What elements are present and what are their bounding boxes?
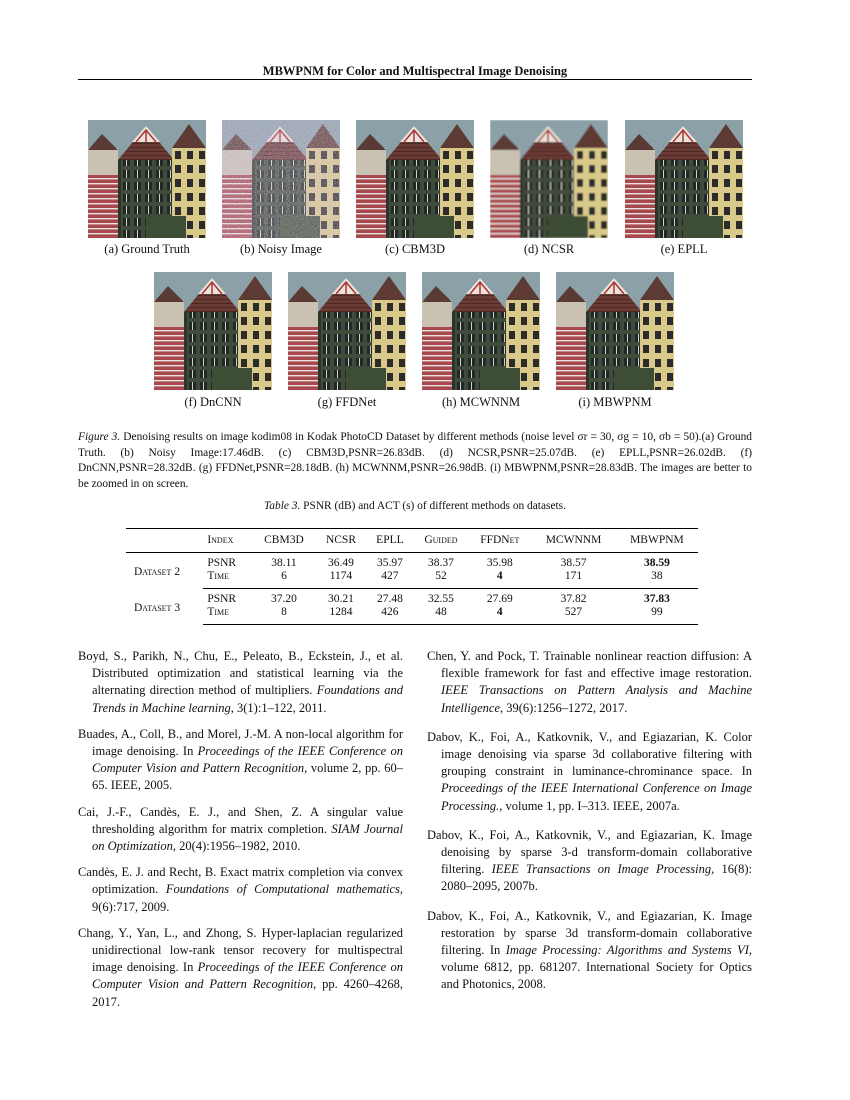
cbm3d-image <box>356 120 474 238</box>
figure-caption <box>78 430 752 492</box>
references-left-column <box>78 648 403 1011</box>
table-header-mcwnnm: MCWNNM <box>531 529 616 553</box>
table-cell-best <box>468 606 531 625</box>
table-row <box>126 589 698 607</box>
table-cell: 171 <box>531 570 616 589</box>
figure-panel-mcwnnm <box>422 272 540 390</box>
ffdnet-image <box>288 272 406 390</box>
best-value: 4 <box>496 606 503 618</box>
mbwpnm-image <box>556 272 674 390</box>
table-cell: 32.55 <box>428 593 454 605</box>
table-caption-lead: Table 3. <box>264 500 301 512</box>
table-cell: 1284 <box>316 606 367 625</box>
ref-text: Cai, J.-F., Candès, E. J., and Shen, Z. A singular value thresholding algorithm for matrix completion. <box>78 804 403 836</box>
figure-panel-ground-truth <box>88 120 206 238</box>
ref-venue: IEEE Transactions on Image Processing <box>491 862 712 877</box>
table-cell: 48 <box>414 606 469 625</box>
figure-panel-cbm3d <box>356 120 474 238</box>
ref-text: Dabov, K., Foi, A., Katkovnik, V., and Egiazarian, K. Image restoration by sparse 3d transform-domain collaborative filtering. In <box>427 908 752 958</box>
table-cell: 27.48 <box>376 593 403 605</box>
table-cell-best <box>616 589 698 607</box>
dataset-3-label: Dataset 3 <box>134 602 181 614</box>
caption-cbm3d: (c) CBM3D <box>384 242 446 256</box>
ref-venue: Image Processing: Algorithms and Systems VI <box>505 943 749 958</box>
ref-venue: Foundations and Trends in Machine learning <box>92 683 403 715</box>
table-cell: 1174 <box>316 570 367 589</box>
reference-entry <box>78 648 403 717</box>
ref-details: , volume 6812, pp. 681207. International Society for Optics and Photonics, 2008. <box>441 943 752 992</box>
figure-panel-mbwpnm <box>556 272 674 390</box>
table-header-blank <box>126 529 203 553</box>
table-cell: 6 <box>252 570 315 589</box>
ref-details: , 9(6):717, 2009. <box>92 882 403 914</box>
figure-panel-dncnn <box>154 272 272 390</box>
reference-entry <box>427 729 752 815</box>
table-row <box>126 606 698 625</box>
ref-venue: Proceedings of the IEEE Conference on Computer Vision and Pattern Recognition <box>92 960 403 992</box>
reference-entry <box>427 827 752 896</box>
epll-image <box>625 120 743 238</box>
ref-venue: Proceedings of the IEEE International Conference on Image Processing. <box>441 781 752 813</box>
ref-details: , 39(6):1256–1272, 2017. <box>500 700 628 715</box>
ref-details: , 3(1):1–122, 2011. <box>230 700 327 715</box>
reference-entry <box>78 804 403 856</box>
ref-text: Boyd, S., Parikh, N., Chu, E., Peleato, B., Eckstein, J., et al. Distributed optimization and statistical learning via the alternating direction method of multipliers. <box>78 649 403 698</box>
best-value: 37.83 <box>643 593 670 605</box>
table-cell: 427 <box>366 570 413 589</box>
metric-label: Time <box>203 570 252 589</box>
table-row <box>126 553 698 571</box>
ref-details: , volume 2, pp. 60–65. IEEE, 2005. <box>92 761 403 793</box>
noisy-image <box>222 120 340 238</box>
figure-caption-body: Denoising results on image kodim08 in Kodak PhotoCD Dataset by different methods (noise level σr = 30, σg = 10, σb = 50).(a) Ground Truth. (b) Noisy Image:17.46dB. (c) CBM3D,PSNR=26.83dB. (d) NCSR,PSNR=25.07dB. (e) EPLL,PSNR=26.02dB. (f) DnCNN,PSNR=28.32dB. (g) FFDNet,PSNR=28.18dB. (h) MCWNNM,PSNR=26.98dB. (i) MBWPNM,PSNR=28.83dB. The images are better to be zoomed in on screen. <box>78 431 752 490</box>
table-cell-best <box>468 570 531 589</box>
ref-venue: Foundations of Computational mathematics <box>165 882 400 897</box>
metric-label: PSNR <box>207 557 237 569</box>
table-cell: 38.11 <box>271 557 297 569</box>
caption-epll: (e) EPLL <box>660 242 708 256</box>
references-right-column <box>427 648 752 994</box>
ref-text: Chang, Y., Yan, L., and Zhong, S. Hyper-laplacian regularized unidirectional low-rank tensor recovery for multispectral image denoising. In <box>78 925 403 975</box>
figure-panel-epll <box>625 120 743 238</box>
caption-mcwnnm: (h) MCWNNM <box>441 395 521 409</box>
table-cell: 52 <box>414 570 469 589</box>
caption-noisy-image: (b) Noisy Image <box>240 242 322 256</box>
reference-entry <box>78 925 403 1011</box>
figure-panel-ncsr <box>490 120 608 238</box>
ref-venue: SIAM Journal on Optimization <box>92 821 403 854</box>
reference-entry <box>78 864 403 916</box>
ref-text: Dabov, K., Foi, A., Katkovnik, V., and Egiazarian, K. Color image denoising via sparse 3d collaborative filtering with grouping constraint in luminance-chrominance space. In <box>427 729 752 779</box>
table-cell: 37.20 <box>271 593 297 605</box>
metric-label: PSNR <box>207 593 237 605</box>
table-caption <box>78 500 752 512</box>
figure-caption-lead: Figure 3. <box>78 431 121 443</box>
table-header-epll: EPLL <box>366 529 413 553</box>
table-row <box>126 570 698 589</box>
table-cell: 426 <box>366 606 413 625</box>
ref-venue: Proceedings of the IEEE Conference on Computer Vision and Pattern Recognition <box>92 744 403 776</box>
table-cell: 38.37 <box>428 557 454 569</box>
table-cell: 30.21 <box>328 593 354 605</box>
table-cell: 27.69 <box>486 593 513 605</box>
ref-text: Candès, E. J. and Recht, B. Exact matrix completion via convex optimization. <box>78 865 403 897</box>
ground-truth-image <box>88 120 206 238</box>
ncsr-image <box>490 120 608 238</box>
ref-details: , pp. 4260–4268, 2017. <box>92 977 403 1009</box>
figure-panel-noisy-image <box>222 120 340 238</box>
mcwnnm-image <box>422 272 540 390</box>
reference-entry <box>427 908 752 994</box>
results-table <box>126 528 698 625</box>
table-header-guided: Guided <box>414 529 469 553</box>
table-cell: 8 <box>252 606 315 625</box>
ref-text: Buades, A., Coll, B., and Morel, J.-M. A non-local algorithm for image denoising. In <box>78 726 403 759</box>
dncnn-image <box>154 272 272 390</box>
running-title: MBWPNM for Color and Multispectral Image Denoising <box>262 64 568 78</box>
caption-ground-truth: (a) Ground Truth <box>104 242 190 256</box>
table-cell: 36.49 <box>328 557 354 569</box>
caption-ffdnet: (g) FFDNet <box>317 395 377 409</box>
table-cell: 35.98 <box>486 557 513 569</box>
table-cell: 527 <box>531 606 616 625</box>
reference-entry <box>427 648 752 717</box>
table-cell: 37.82 <box>560 593 587 605</box>
table-header-row <box>126 529 698 553</box>
table-cell: 99 <box>616 606 698 625</box>
best-value: 4 <box>496 570 503 582</box>
table-header-cbm3d: CBM3D <box>252 529 315 553</box>
dataset-2-label: Dataset 2 <box>134 566 181 579</box>
table-cell: 38 <box>616 570 698 589</box>
ref-text: Dabov, K., Foi, A., Katkovnik, V., and Egiazarian, K. Image denoising by sparse 3-d transform-domain collaborative filtering. <box>427 827 752 877</box>
caption-ncsr: (d) NCSR <box>523 242 575 256</box>
ref-text: Chen, Y. and Pock, T. Trainable nonlinear reaction diffusion: A flexible framework for fast and effective image restoration. <box>427 649 752 681</box>
ref-details: , 20(4):1956–1982, 2010. <box>172 839 301 854</box>
table-cell-best <box>616 553 698 571</box>
caption-dncnn: (f) DnCNN <box>184 395 242 409</box>
ref-details: , 16(8): 2080–2095, 2007b. <box>441 862 753 894</box>
ref-details: , volume 1, pp. I–313. IEEE, 2007a. <box>499 798 680 813</box>
best-value: 38.59 <box>643 557 670 569</box>
table-header-ffdnet: FFDNet <box>468 529 531 553</box>
reference-entry <box>78 726 403 795</box>
table-header-mbwpnm: MBWPNM <box>616 529 698 553</box>
figure-panel-ffdnet <box>288 272 406 390</box>
table-cell: 35.97 <box>376 557 403 569</box>
table-cell: 38.57 <box>560 557 587 569</box>
header-rule <box>78 79 752 80</box>
table-caption-body: PSNR (dB) and ACT (s) of different methods on datasets. <box>300 500 566 512</box>
caption-mbwpnm: (i) MBWPNM <box>578 395 652 409</box>
table-header-ncsr: NCSR <box>316 529 367 553</box>
ref-venue: IEEE Transactions on Pattern Analysis and Machine Intelligence <box>441 683 752 715</box>
metric-label: Time <box>203 606 252 625</box>
table-header-index: Index <box>203 529 252 553</box>
